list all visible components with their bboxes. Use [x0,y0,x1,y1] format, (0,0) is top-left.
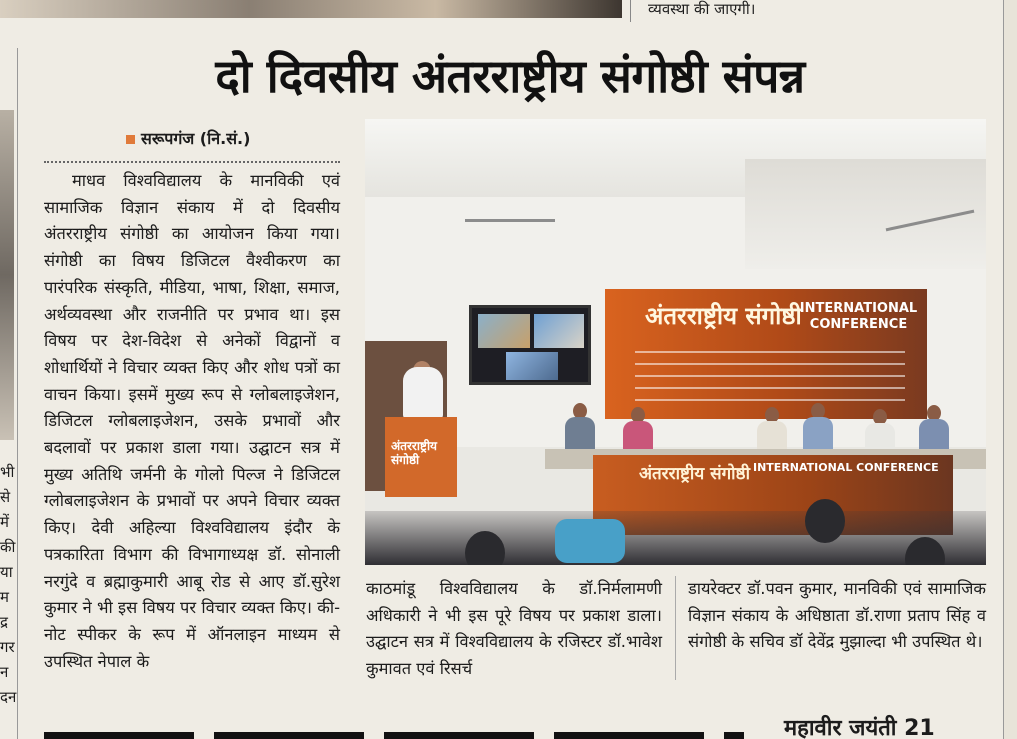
backdrop-banner: अंतरराष्ट्रीय संगोष्ठी INTERNATIONAL CONFERENCE [605,289,927,419]
dateline-bullet [126,135,135,144]
panelist [803,417,833,451]
right-edge-column [1003,0,1017,739]
panelist [919,419,949,453]
next-headline-cut [44,718,744,739]
dateline: सरूपगंज (नि.सं.) [126,128,250,150]
article-column-2: काठमांडू विश्वविद्यालय के डॉ.निर्मलामणी अधिकारी ने भी इस पूरे विषय पर प्रकाश डाला। उद्घाटन सत्र में विश्वविद्यालय के रजिस्टर डॉ.भावेश कुमावत एवं रिसर्च [366,579,662,679]
audience [365,511,986,565]
top-photo-strip [0,0,622,18]
speaker [403,367,443,419]
top-right-snippet: व्यवस्था की जाएगी। [648,0,756,18]
article-column-3: डायरेक्टर डॉ.पवन कुमार, मानविकी एवं सामाजिक विज्ञान संकाय के अधिष्ठाता डॉ.राणा प्रताप सिंह व संगोष्ठी के सचिव डॉ देवेंद्र मुझाल्दा भी उपस्थित थे। [688,579,986,652]
conference-photo [365,119,986,565]
column-divider [630,0,631,22]
headline: दो दिवसीय अंतरराष्ट्रीय संगोष्ठी संपन्न [215,49,805,103]
panelist [565,417,595,451]
screen [469,305,591,385]
bottom-right-snippet: महावीर जयंती 21 [784,716,935,739]
left-edge-photo [0,110,14,440]
article-column-1: माधव विश्वविद्यालय के मानविकी एवं सामाजिक विज्ञान संकाय में दो दिवसीय अंतरराष्ट्रीय संगोष्ठी का आयोजन किया गया। संगोष्ठी का विषय डिजिटल वैश्वीकरण का पारंपरिक संस्कृति, मीडिया, भाषा, शिक्षा, समाज, अर्थव्यवस्था और राजनीति पर प्रभाव था। इस विषय पर देश-विदेश से अनेकों विद्वानों व शोधार्थियों ने विचार व्यक्त किए और शोध पत्रों का वाचन किया। इसमें मुख्य रूप से ग्लोबलाइजेशन, डिजिटल ग्लोबलाइजेशन, उसके प्रभावों और बदलावों पर प्रकाश डाला गया। उद्घाटन सत्र में मुख्य अतिथि जर्मनी के गोलो पिल्ज ने डिजिटल ग्लोबलाइजेशन के प्रभावों पर अपने विचार व्यक्त किए। देवी अहिल्या विश्वविद्यालय इंदौर के पत्रकारिता विभाग की विभागाध्यक्ष डॉ. सोनाली नरगुंदे व ब्रह्माकुमारी आबू रोड से आए डॉ.सुरेश कुमार ने भी इस विषय पर विचार व्यक्त किए। की-नोट स्पीकर के रूप में ऑनलाइन माध्यम से उपस्थित नेपाल के [44,171,340,671]
column-divider [675,576,676,680]
dotted-divider [44,161,340,163]
podium: अंतरराष्ट्रीय संगोष्ठी [385,417,457,497]
ceiling-fan-icon [465,219,555,222]
left-edge-snippet: भी से में की या म द्र गर न दन [0,463,17,706]
table-banner: अंतरराष्ट्रीय संगोष्ठी INTERNATIONAL CONFERENCE [593,455,953,535]
